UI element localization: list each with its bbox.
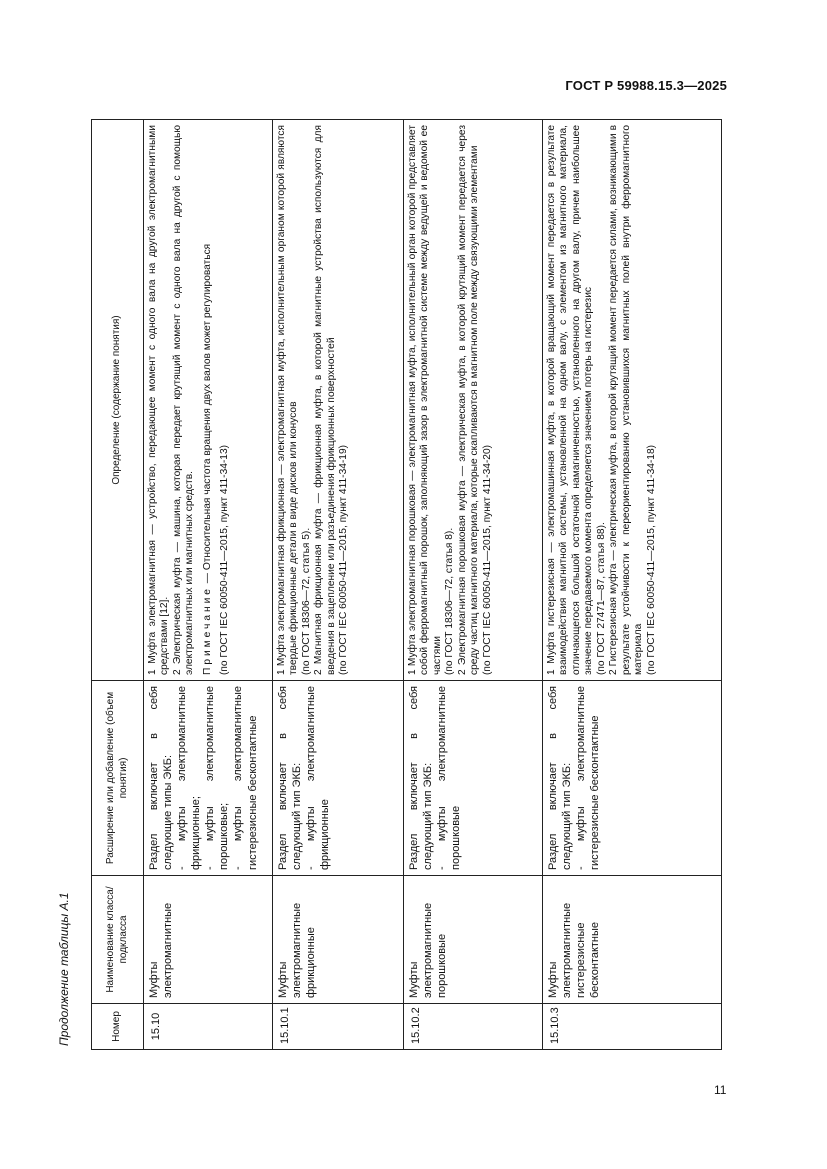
table-row	[273, 120, 404, 1050]
row-number: 15.10.2	[404, 1004, 543, 1050]
definition-paragraph: 1 Муфта электромагнитная фрикционная — электромагнитная муфта, исполнительным органом которой являются твердые фрикционные детали в виде дисков или конусов	[276, 125, 300, 675]
row-definition	[144, 120, 273, 681]
row-class-name: Муфты электромагнитные гистерезисные бесконтактные	[543, 876, 722, 1004]
definition-paragraph: (по ГОСТ IEC 60050-411—2015, пункт 411-34-18)	[645, 444, 657, 675]
definition-paragraph: 2 Электромагнитная порошковая муфта — электрическая муфта, в которой крутящий момент передается через среду частиц магнитного материала, которые скапливаются в магнитном поле между связующими элементами	[456, 125, 481, 675]
definition-paragraph: (по ГОСТ 18306—72, статья 5).	[300, 527, 312, 675]
scope-line: Раздел включает в себя следующий тип ЭКБ:	[277, 686, 304, 870]
definition-paragraph: (по ГОСТ IEC 60050-411—2015, пункт 411-34-20)	[481, 444, 493, 675]
note-text: — Относительная частота вращения двух валов может регулироваться	[201, 243, 213, 584]
row-scope	[543, 681, 722, 876]
definition-paragraph: 2 Электрическая муфта — машина, которая передает крутящий момент с одного вала на другой с помощью электромагнитных или магнитных средств.	[171, 125, 196, 675]
definition-paragraph: 1 Муфта электромагнитная порошковая — электромагнитная муфта, исполнительный орган которой представляет собой ферромагнитный порошок, заполняющий зазор в электромагнитной системе между ведущей и ведомой ее частями	[407, 125, 443, 675]
document-code: ГОСТ Р 59988.15.3—2025	[565, 78, 727, 93]
row-definition	[404, 120, 543, 681]
table-row	[404, 120, 543, 1050]
definition-paragraph: (по ГОСТ 27471—87, статья 88).	[595, 522, 607, 675]
row-number: 15.10.1	[273, 1004, 404, 1050]
scope-line: - муфты электромагнитные порошковые;	[204, 686, 231, 870]
definition-paragraph: 1 Муфта гистерезисная — электромашинная муфта, в которой вращающий момент передается в результате взаимодействия магнитной системы, установленной на одном валу, с элементом из магнитного материала, отличающегося большой остаточной намагниченностью, установленного на другом валу, причем наибольшее значение передаваемого момента определяется значением потерь на гистерезис	[546, 125, 595, 675]
row-number: 15.10.3	[543, 1004, 722, 1050]
scope-line: - муфты электромагнитные порошковые	[436, 686, 463, 870]
column-header-definition: Определение (содержание понятия)	[92, 120, 144, 681]
note-label: Примечание	[201, 586, 213, 675]
scope-line: Раздел включает в себя следующие типы ЭКБ:	[148, 686, 175, 870]
definition-paragraph: (по ГОСТ IEC 60050-411—2015, пункт 411-34-19)	[338, 444, 350, 675]
table-row	[543, 120, 722, 1050]
table-row	[144, 120, 273, 1050]
row-scope	[144, 681, 273, 876]
row-number: 15.10	[144, 1004, 273, 1050]
scope-line: - муфты электромагнитные фрикционные	[305, 686, 332, 870]
definition-paragraph: (по ГОСТ 18306—72, статья 8).	[444, 527, 456, 675]
column-header-number: Номер	[92, 1004, 144, 1050]
column-header-scope: Расширение или добавление (объем понятия)	[92, 681, 144, 876]
definition-paragraph: 2 Магнитная фрикционная муфта — фрикционная муфта, в которой магнитные устройства используются для введения в зацепление или разъединения фрикционных поверхностей	[313, 125, 337, 675]
scope-line: Раздел включает в себя следующий тип ЭКБ:	[408, 686, 435, 870]
scope-line: - муфты электромагнитные гистерезисные бесконтактные	[232, 686, 259, 870]
definition-note	[202, 125, 214, 675]
row-class-name: Муфты электромагнитные порошковые	[404, 876, 543, 1004]
row-scope	[273, 681, 404, 876]
definition-source: (по ГОСТ IEC 60050-411—2015, пункт 411-34-13)	[219, 444, 231, 675]
row-definition	[543, 120, 722, 681]
scope-line: - муфты электромагнитные фрикционные;	[176, 686, 203, 870]
scope-line: - муфты электромагнитные гистерезисные бесконтактные	[575, 686, 602, 870]
scope-line: Раздел включает в себя следующий тип ЭКБ:	[547, 686, 574, 870]
classification-table	[91, 119, 722, 1050]
table-header-row	[92, 120, 144, 1050]
rotated-table-container	[91, 120, 721, 1050]
definition-paragraph: 2 Гистерезисная муфта — электрическая муфта, в которой крутящий момент передается силами, возникающими в результате устойчивости к переориентированию установившихся магнитных полей внутри ферромагнитного материала	[608, 125, 645, 675]
table-continuation-caption: Продолжение таблицы А.1	[57, 892, 71, 1046]
row-scope	[404, 681, 543, 876]
row-class-name: Муфты электромагнитные	[144, 876, 273, 1004]
row-definition	[273, 120, 404, 681]
page-number: 11	[714, 1083, 727, 1097]
column-header-class-name: Наименование класса/ подкласса	[92, 876, 144, 1004]
definition-paragraph: 1 Муфта электромагнитная — устройство, передающее момент с одного вала на другой электромагнитными средствами [12].	[147, 125, 171, 675]
row-class-name: Муфты электромагнитные фрикционные	[273, 876, 404, 1004]
